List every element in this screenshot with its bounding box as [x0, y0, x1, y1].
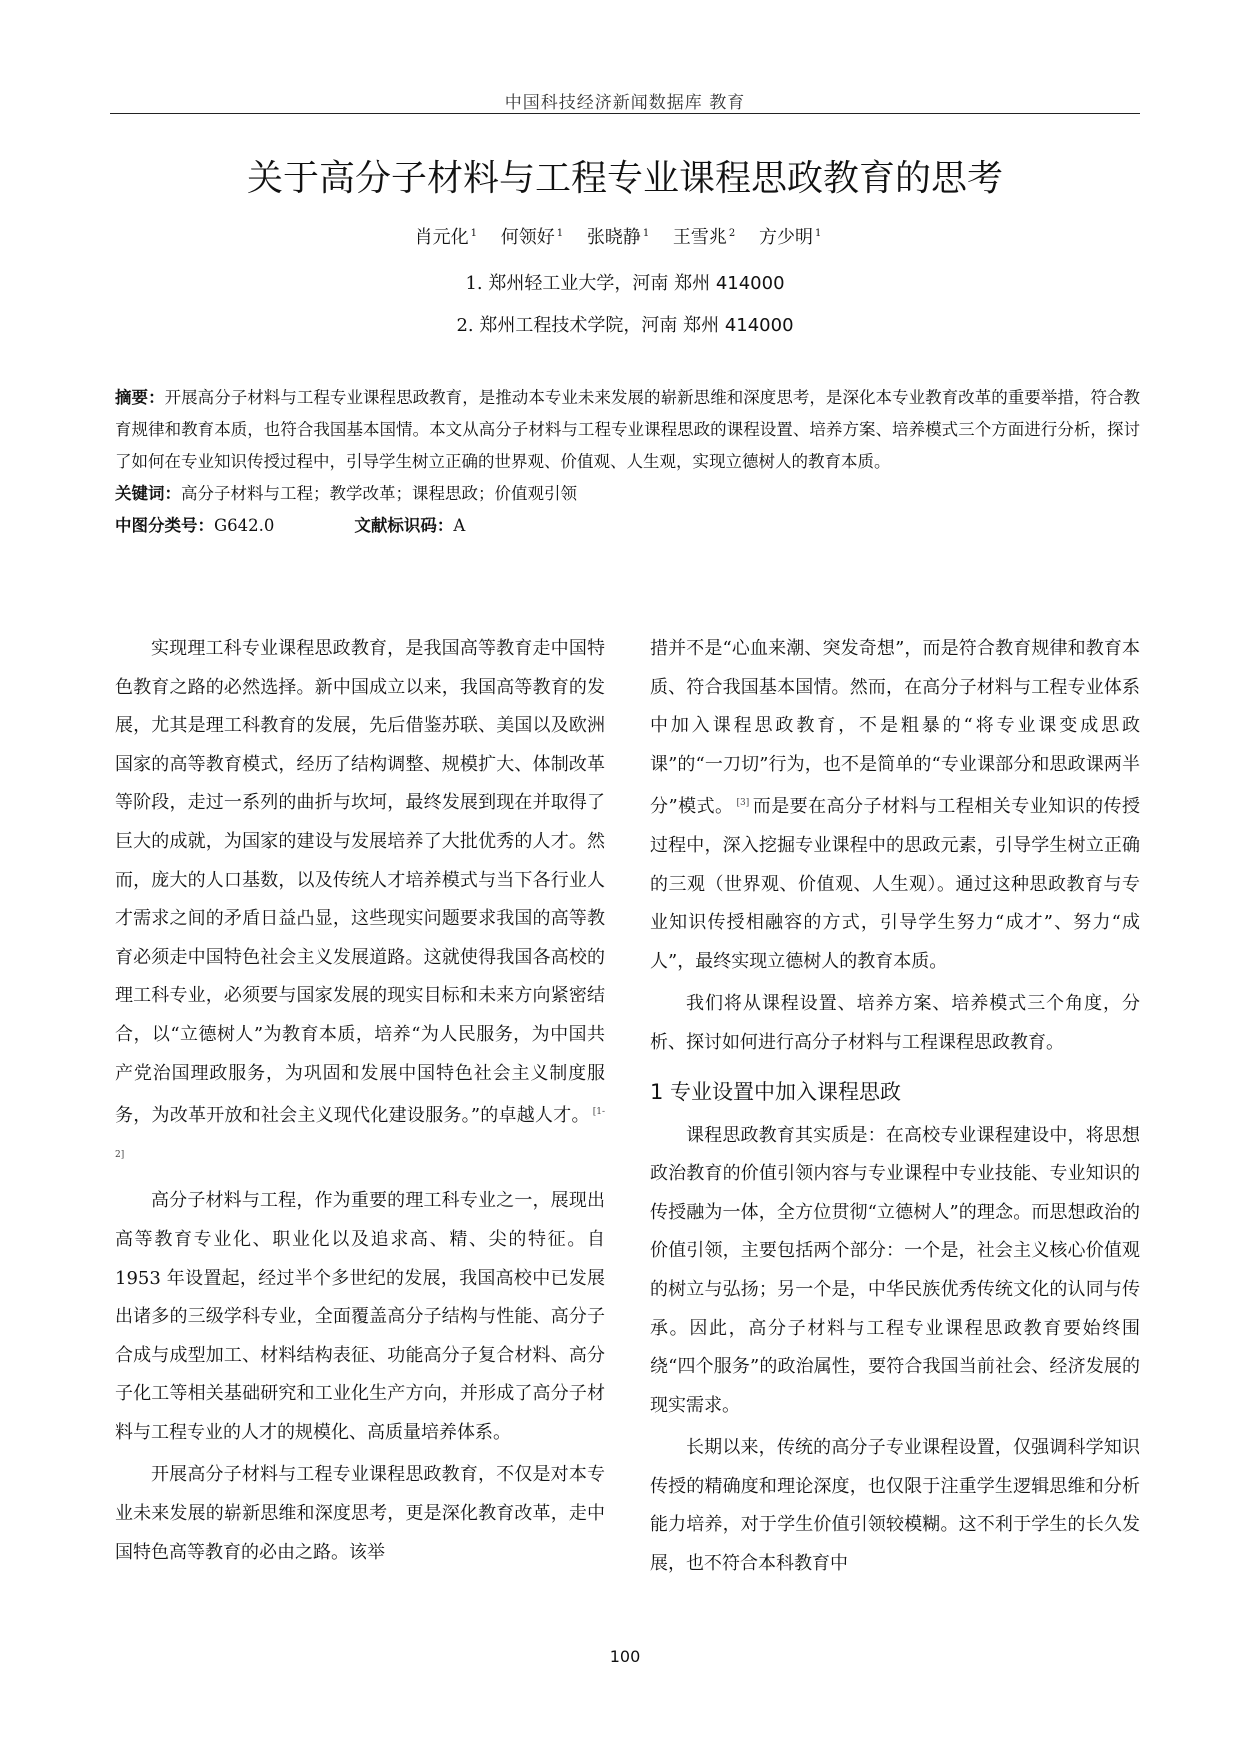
affiliation-text: 1. 郑州轻工业大学，河南 郑州	[465, 273, 711, 294]
keywords-text: 高分子材料与工程；教学改革；课程思政；价值观引领	[181, 484, 577, 503]
paragraph-text: 实现理工科专业课程思政教育，是我国高等教育走中国特色教育之路的必然选择。新中国成立以来，我国高等教育的发展，尤其是理工科教育的发展，先后借鉴苏联、美国以及欧洲国家的高等教育模式，经历了结构调整、规模扩大、体制改革等阶段，走过一系列的曲折与坎坷，最终发展到现在并取得了巨大的成就，为国家的建设与发展培养了大批优秀的人才。然而，庞大的人口基数，以及传统人才培养模式与当下各行业人才需求之间的矛盾日益凸显，这些现实问题要求我国的高等教育必须走中国特色社会主义发展道路。这就使得我国各高校的理工科专业，必须要与国家发展的现实目标和未来方向紧密结合，以“立德树人”为教育本质，培养“为人民服务，为中国共产党治国理政服务，为巩固和发展中国特色社会主义制度服务，为改革开放和社会主义现代化建设服务。”的卓越人才。	[115, 638, 605, 1127]
author-list	[110, 223, 1140, 249]
abstract-block	[115, 382, 1140, 542]
body-column-right	[650, 630, 1140, 1610]
body-paragraph: 我们将从课程设置、培养方案、培养模式三个角度，分析、探讨如何进行高分子材料与工程课程思政教育。	[650, 993, 1140, 1053]
clc-value: G642.0	[214, 516, 275, 535]
keywords-label: 关键词：	[115, 484, 181, 503]
classification-line	[115, 510, 1140, 542]
abstract-paragraph	[115, 382, 1140, 478]
citation-mark: [3]	[736, 798, 750, 809]
paper-title: 关于高分子材料与工程专业课程思政教育的思考	[246, 158, 1003, 199]
abstract-text: 开展高分子材料与工程专业课程思政教育，是推动本专业未来发展的崭新思维和深度思考，是深化本专业教育改革的重要举措，符合教育规律和教育本质，也符合我国基本国情。本文从高分子材料与工程专业课程思政的课程设置、培养方案、培养模式三个方面进行分析，探讨了如何在专业知识传授过程中，引导学生树立正确的世界观、价值观、人生观，实现立德树人的教育本质。	[115, 388, 1141, 471]
paragraph-text: 措并不是“心血来潮、突发奇想”，而是符合教育规律和教育本质、符合我国基本国情。然而，在高分子材料与工程专业体系中加入课程思政教育，不是粗暴的“将专业课变成思政课”的“一刀切”行为，也不是简单的“专业课部分和思政课两半分”模式。	[650, 638, 1140, 818]
body-paragraph: 高分子材料与工程，作为重要的理工科专业之一，展现出高等教育专业化、职业化以及追求高、精、尖的特征。自 1953 年设置起，经过半个多世纪的发展，我国高校中已发展出诸多的三级学科专业，全面覆盖高分子结构与性能、高分子合成与成型加工、材料结构表征、功能高分子复合材料、高分子化工等相关基础研究和工业化生产方向，并形成了高分子材料与工程专业的人才的规模化、高质量培养体系。	[115, 1190, 605, 1443]
author-name: 何领好	[500, 227, 555, 248]
paragraph-text: 而是要在高分子材料与工程相关专业知识的传授过程中，深入挖掘专业课程中的思政元素，引导学生树立正确的三观（世界观、价值观、人生观）。通过这种思政教育与专业知识传授相融容的方式，引导学生努力“成才”、努力“成人”，最终实现立德树人的教育本质。	[650, 796, 1140, 972]
author-name: 张晓静	[586, 227, 641, 248]
section-heading: 1 专业设置中加入课程思政	[650, 1079, 902, 1104]
body-paragraph: 课程思政教育其实质是：在高校专业课程建设中，将思想政治教育的价值引领内容与专业课程中专业技能、专业知识的传授融为一体，全方位贯彻“立德树人”的理念。而思想政治的价值引领，主要包括两个部分：一个是，社会主义核心价值观的树立与弘扬；另一个是，中华民族优秀传统文化的认同与传承。因此，高分子材料与工程专业课程思政教育要始终围绕“四个服务”的政治属性，要符合我国当前社会、经济发展的现实需求。	[650, 1124, 1140, 1416]
author-name: 王雪兆	[672, 227, 727, 248]
body-paragraph	[115, 630, 605, 1178]
page-number: 100	[609, 1647, 641, 1666]
keywords-line	[115, 478, 1140, 510]
affiliation-1	[110, 269, 1140, 295]
author-affiliation-mark: 2	[728, 228, 736, 239]
author-affiliation-mark: 1	[470, 228, 477, 239]
doc-code-value: A	[453, 516, 466, 535]
author-name: 方少明	[759, 227, 814, 248]
body-paragraph: 开展高分子材料与工程专业课程思政教育，不仅是对本专业未来发展的崭新思维和深度思考，更是深化教育改革，走中国特色高等教育的必由之路。该举	[115, 1464, 605, 1563]
body-column-left	[115, 630, 605, 1610]
abstract-label: 摘要：	[115, 388, 165, 407]
affiliation-2	[110, 311, 1140, 337]
clc-label: 中图分类号：	[115, 516, 214, 535]
postal-code: 414000	[715, 273, 785, 294]
affiliation-text: 2. 郑州工程技术学院，河南 郑州	[456, 315, 720, 336]
author-affiliation-mark: 1	[815, 228, 822, 239]
citation-mark: [1-2]	[115, 1107, 605, 1160]
header-rule	[110, 113, 1140, 114]
author-affiliation-mark: 1	[642, 228, 650, 239]
doc-code-label: 文献标识码：	[354, 516, 454, 535]
author-name: 肖元化	[414, 227, 469, 248]
body-paragraph: 长期以来，传统的高分子专业课程设置，仅强调科学知识传授的精确度和理论深度，也仅限于注重学生逻辑思维和分析能力培养，对于学生价值引领较模糊。这不利于学生的长久发展，也不符合本科教育中	[650, 1437, 1140, 1575]
body-paragraph	[650, 630, 1140, 981]
author-affiliation-mark: 1	[556, 228, 564, 239]
postal-code: 414000	[724, 315, 794, 336]
running-header: 中国科技经济新闻数据库 教育	[504, 93, 746, 113]
